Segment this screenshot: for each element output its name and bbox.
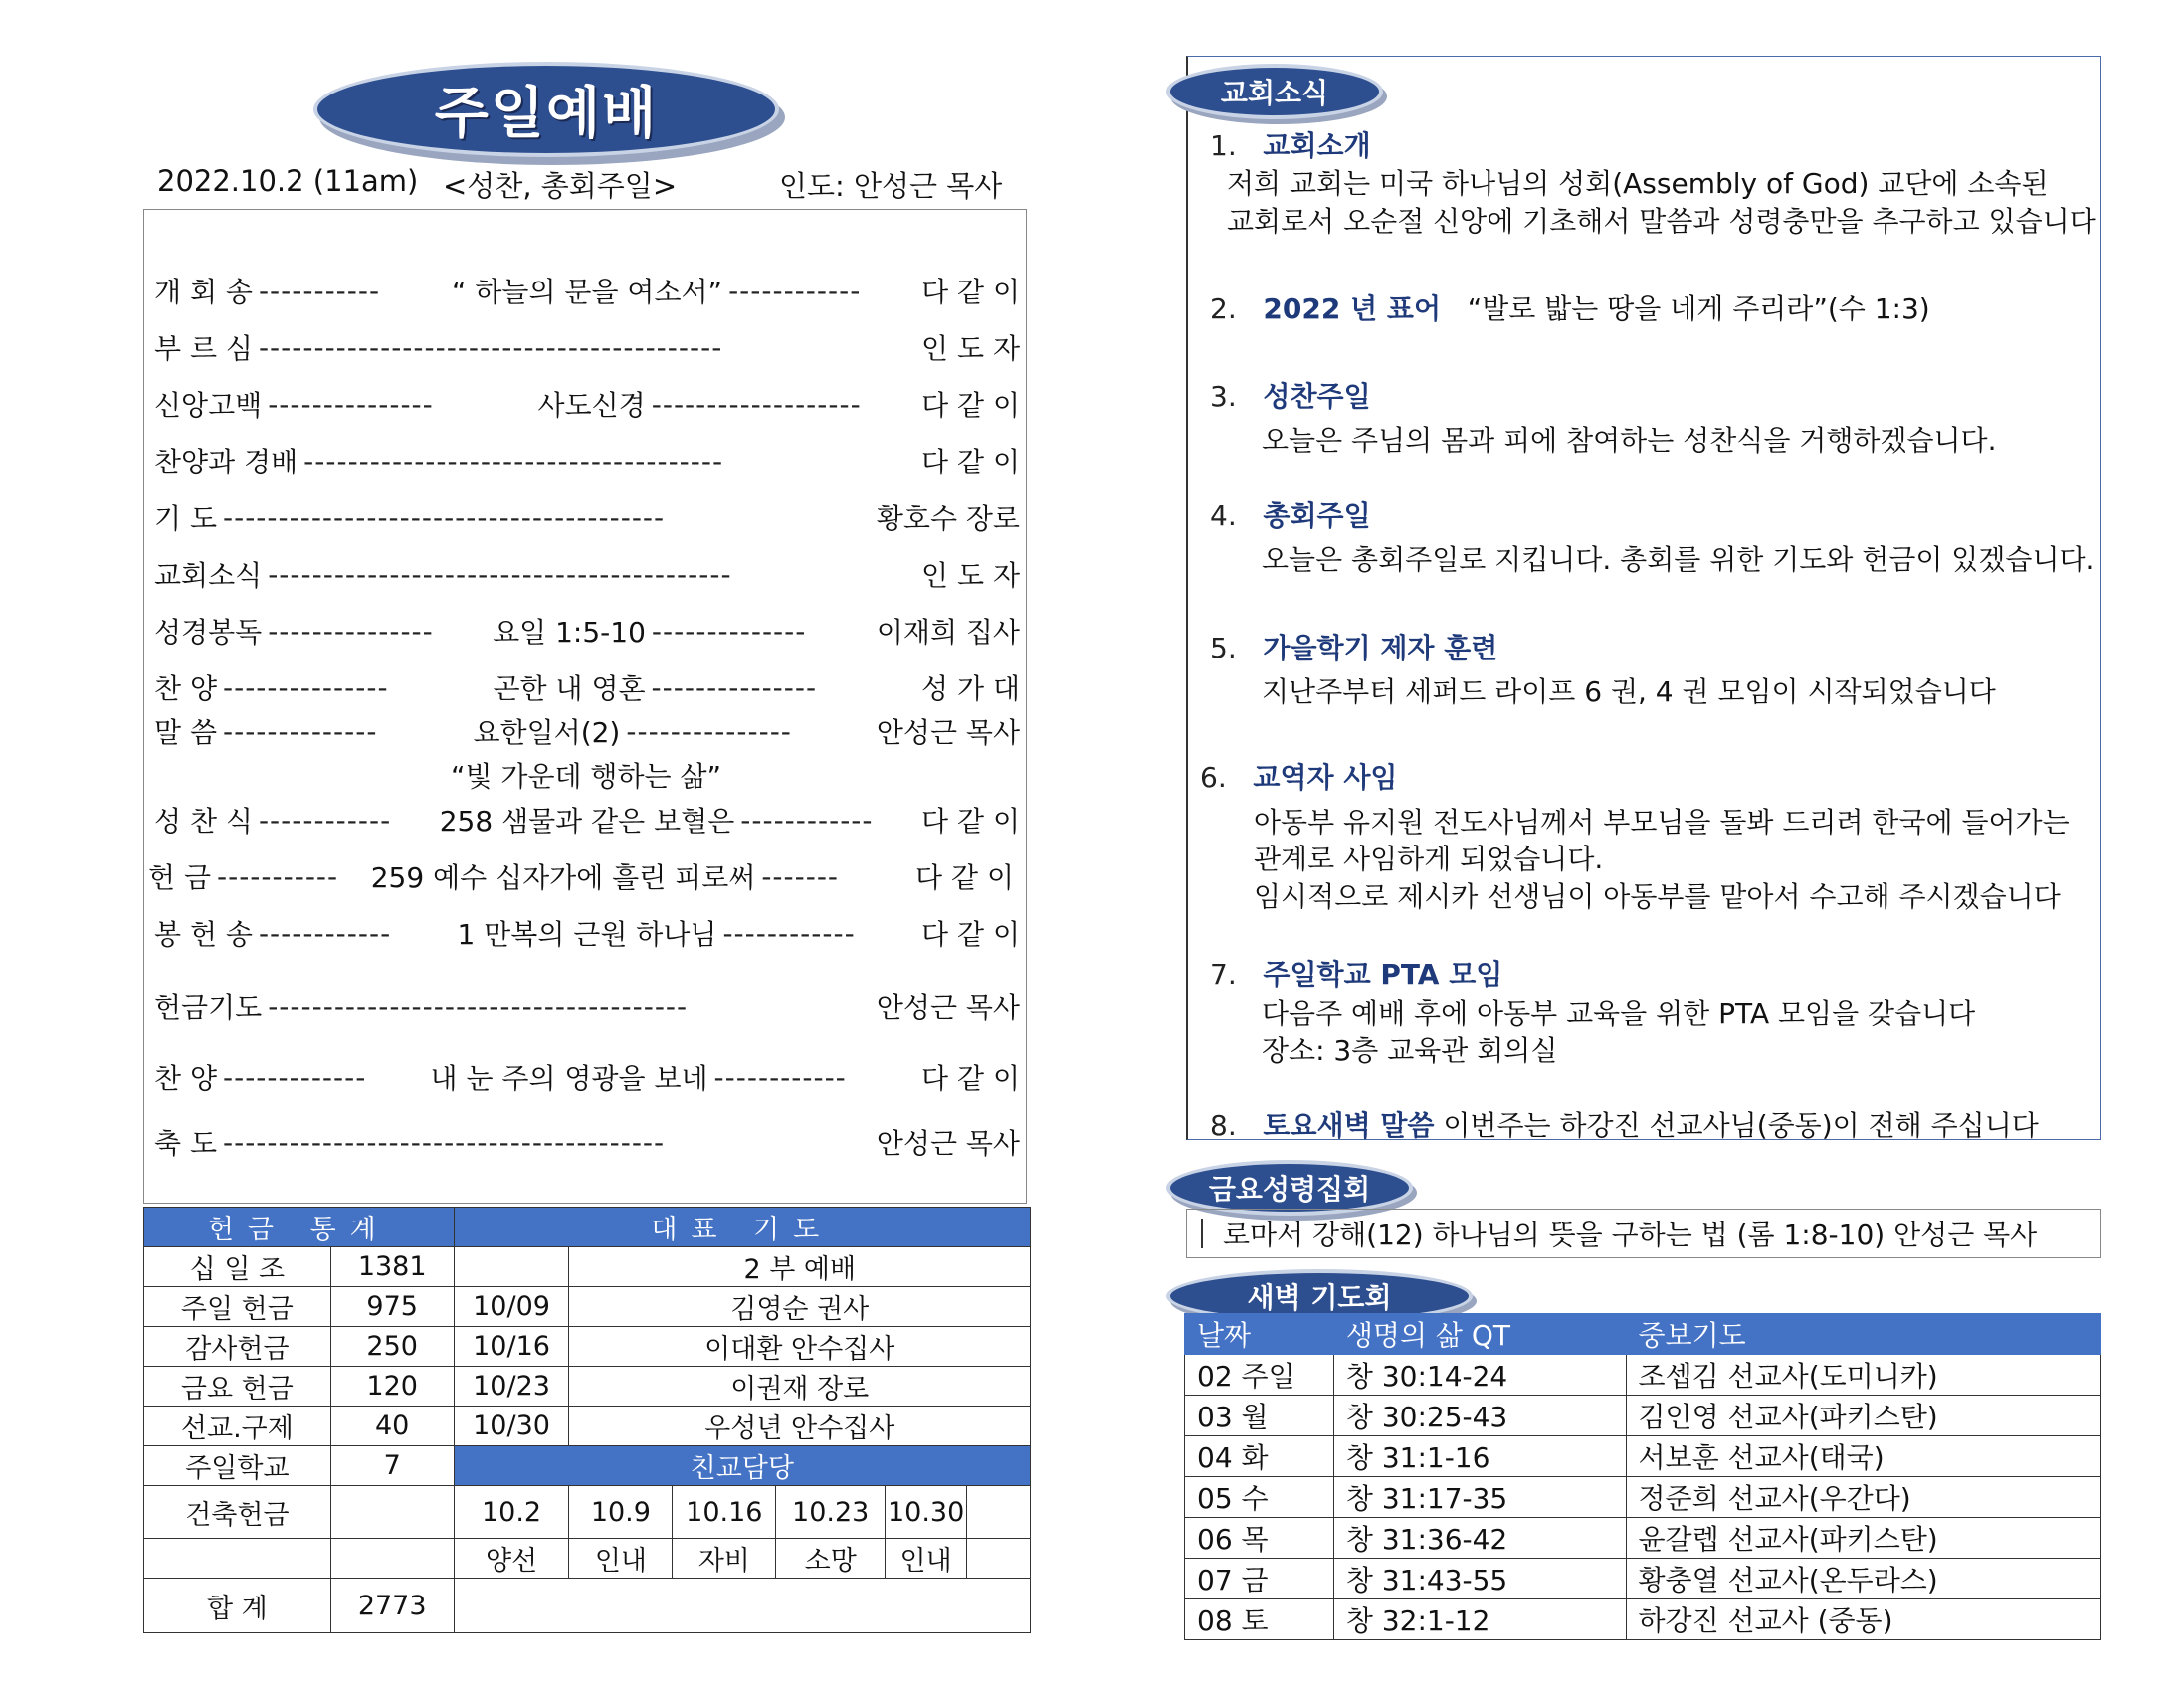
sermon-title: “빛 가운데 행하는 삶” <box>450 760 722 793</box>
friday-service-box <box>1186 1209 2101 1258</box>
order-row: 축 도 ---------------------------------------- 안성근 목사 <box>154 1125 1020 1160</box>
news-line: 임시적으로 제시카 선생님이 아동부를 맡아서 수고해 주시겠습니다 <box>1254 880 2061 913</box>
news-line: 오늘은 총회주일로 지킵니다. 총회를 위한 기도와 헌금이 있겠습니다. <box>1262 543 2095 576</box>
news-item-3: 3. 성찬주일 <box>1210 380 1371 413</box>
service-theme: <성찬, 총회주일> <box>443 169 678 203</box>
prayer-name: 이권재 장로 <box>569 1367 1031 1407</box>
prayer-name: 김영순 권사 <box>569 1287 1031 1327</box>
offering-amount <box>330 1486 454 1539</box>
table-row: 08 토 창 32:1-12 하강진 선교사 (중동) <box>1185 1599 2101 1640</box>
news-line: 교회로서 오순절 신앙에 기초해서 말씀과 성령충만을 추구하고 있습니다 <box>1227 205 2096 238</box>
worship-title-banner <box>313 62 779 157</box>
offering-name: 건축헌금 <box>144 1486 331 1539</box>
news-title: 교회소식 <box>1220 77 1329 109</box>
prayer-date: 10/30 <box>454 1407 569 1446</box>
order-row: 봉 헌 송 ------------ 1 만복의 근원 하나님 ------------ 다 같 이 <box>154 916 1020 951</box>
offering-amount: 975 <box>330 1287 454 1327</box>
service-date: 2022.10.2 (11am) <box>157 164 419 198</box>
fellowship-group: 인내 <box>569 1539 673 1579</box>
friday-title-pill <box>1166 1160 1413 1216</box>
table-row: 05 수 창 31:17-35 정준희 선교사(우간다) <box>1185 1477 2101 1518</box>
fellowship-group: 인내 <box>886 1539 967 1579</box>
offering-name: 금요 헌금 <box>144 1367 331 1407</box>
offering-name: 주일학교 <box>144 1446 331 1486</box>
dawn-title: 새벽 기도회 <box>1247 1281 1392 1314</box>
order-row: 말 씀 -------------- 요한일서(2) --------------- 안성근 목사 <box>154 714 1021 749</box>
offering-header: 헌금 통계 <box>144 1208 455 1247</box>
offering-name: 선교.구제 <box>144 1407 331 1446</box>
offering-total: 2773 <box>330 1579 454 1633</box>
service-leader: 인도: 안성근 목사 <box>779 169 1003 203</box>
column-header: 생명의 삶 QT <box>1333 1314 1626 1355</box>
fellowship-header: 친교담당 <box>454 1446 1030 1486</box>
order-row: 찬 양 ------------- 내 눈 주의 영광을 보네 ------------ 다 같 이 <box>154 1060 1020 1095</box>
table-row: 02 주일 창 30:14-24 조셉김 선교사(도미니카) <box>1185 1355 2101 1396</box>
offering-total-label: 합 계 <box>144 1579 331 1633</box>
order-row: 기 도 ---------------------------------------- 황호수 장로 <box>154 500 1020 535</box>
friday-title: 금요성령집회 <box>1208 1173 1371 1206</box>
table-header-row <box>1185 1314 2101 1355</box>
offering-amount: 1381 <box>330 1247 454 1287</box>
table-row: 06 목 창 31:36-42 윤갈렙 선교사(파키스탄) <box>1185 1518 2101 1559</box>
order-row: 헌 금 ----------- 259 예수 십자가에 흘린 피로써 ------- 다 같 이 <box>148 859 1014 894</box>
fellowship-date: 10.30 <box>886 1486 967 1539</box>
news-line: 다음주 예배 후에 아동부 교육을 위한 PTA 모임을 갖습니다 <box>1262 997 1976 1030</box>
order-row: 신앙고백 --------------- 사도신경 ------------------- 다 같 이 <box>154 387 1021 422</box>
news-item-1: 1. 교회소개 <box>1210 129 1371 162</box>
news-item-7: 7. 주일학교 PTA 모임 <box>1210 958 1503 991</box>
table-row: 07 금 창 31:43-55 황충열 선교사(온두라스) <box>1185 1559 2101 1599</box>
worship-title: 주일예배 <box>434 82 659 146</box>
offering-prayer-table <box>143 1207 1031 1633</box>
prayer-service: 2 부 예배 <box>569 1247 1031 1287</box>
fellowship-group: 소망 <box>776 1539 886 1579</box>
order-row: 성경봉독 --------------- 요일 1:5-10 -------------- 이재희 집사 <box>154 614 1020 649</box>
news-item-4: 4. 총회주일 <box>1210 499 1371 532</box>
news-item-6: 6. 교역자 사임 <box>1200 761 1398 794</box>
news-line: 저희 교회는 미국 하나님의 성회(Assembly of God) 교단에 소속된 <box>1227 167 2049 200</box>
table-row: 04 화 창 31:1-16 서보훈 선교사(태국) <box>1185 1436 2101 1477</box>
order-row: 찬양과 경배 -------------------------------------- 다 같 이 <box>154 444 1020 478</box>
dawn-prayer-table <box>1184 1313 2101 1640</box>
news-title-pill <box>1166 64 1383 119</box>
prayer-date: 10/16 <box>454 1327 569 1367</box>
news-line: 지난주부터 세퍼드 라이프 6 권, 4 권 모임이 시작되었습니다 <box>1262 675 1996 708</box>
news-line: 관계로 사임하게 되었습니다. <box>1254 843 1604 875</box>
offering-amount: 7 <box>330 1446 454 1486</box>
table-row: 03 월 창 30:25-43 김인영 선교사(파키스탄) <box>1185 1396 2101 1436</box>
offering-amount: 250 <box>330 1327 454 1367</box>
order-row: 개 회 송 ----------- “ 하늘의 문을 여소서” ------------ 다 같 이 <box>154 274 1021 308</box>
offering-name: 주일 헌금 <box>144 1287 331 1327</box>
prayer-name: 이대환 안수집사 <box>569 1327 1031 1367</box>
offering-amount: 120 <box>330 1367 454 1407</box>
column-header: 날짜 <box>1185 1314 1334 1355</box>
fellowship-date: 10.9 <box>569 1486 673 1539</box>
friday-service-text: 로마서 강해(12) 하나님의 뜻을 구하는 법 (롬 1:8-10) 안성근 목사 <box>1223 1219 2038 1251</box>
prayer-date <box>454 1247 569 1287</box>
offering-name: 감사헌금 <box>144 1327 331 1367</box>
news-line: 아동부 유지원 전도사님께서 부모님을 돌봐 드리려 한국에 들어가는 <box>1254 806 2070 839</box>
order-row: 부 르 심 ------------------------------------------ 인 도 자 <box>154 330 1020 365</box>
prayer-date: 10/09 <box>454 1287 569 1327</box>
prayer-date: 10/23 <box>454 1367 569 1407</box>
order-row: 찬 양 --------------- 곤한 내 영혼 --------------- 성 가 대 <box>154 670 1020 705</box>
order-row: 헌금기도 -------------------------------------- 안성근 목사 <box>154 989 1020 1024</box>
order-row: 교회소식 ------------------------------------------ 인 도 자 <box>154 557 1020 592</box>
order-row: 성 찬 식 ------------ 258 샘물과 같은 보혈은 ------------ 다 같 이 <box>154 803 1020 838</box>
prayer-name: 우성년 안수집사 <box>569 1407 1031 1446</box>
fellowship-group: 양선 <box>454 1539 569 1579</box>
news-item-2: 2. 2022 년 표어 “발로 밟는 땅을 네게 주리라”(수 1:3) <box>1210 292 1930 325</box>
fellowship-date: 10.2 <box>454 1486 569 1539</box>
order-of-worship <box>143 209 1027 1204</box>
column-header: 중보기도 <box>1626 1314 2101 1355</box>
fellowship-date: 10.23 <box>776 1486 886 1539</box>
fellowship-group: 자비 <box>673 1539 776 1579</box>
news-item-8: 8. 토요새벽 말씀 이번주는 하강진 선교사님(중동)이 전해 주십니다 <box>1210 1109 2039 1142</box>
news-item-5: 5. 가을학기 제자 훈련 <box>1210 632 1498 664</box>
prayer-header: 대표 기도 <box>454 1208 1030 1247</box>
offering-name: 십 일 조 <box>144 1247 331 1287</box>
news-line: 장소: 3층 교육관 회의실 <box>1262 1034 1558 1067</box>
fellowship-date: 10.16 <box>673 1486 776 1539</box>
news-line: 오늘은 주님의 몸과 피에 참여하는 성찬식을 거행하겠습니다. <box>1262 424 1997 457</box>
offering-amount: 40 <box>330 1407 454 1446</box>
